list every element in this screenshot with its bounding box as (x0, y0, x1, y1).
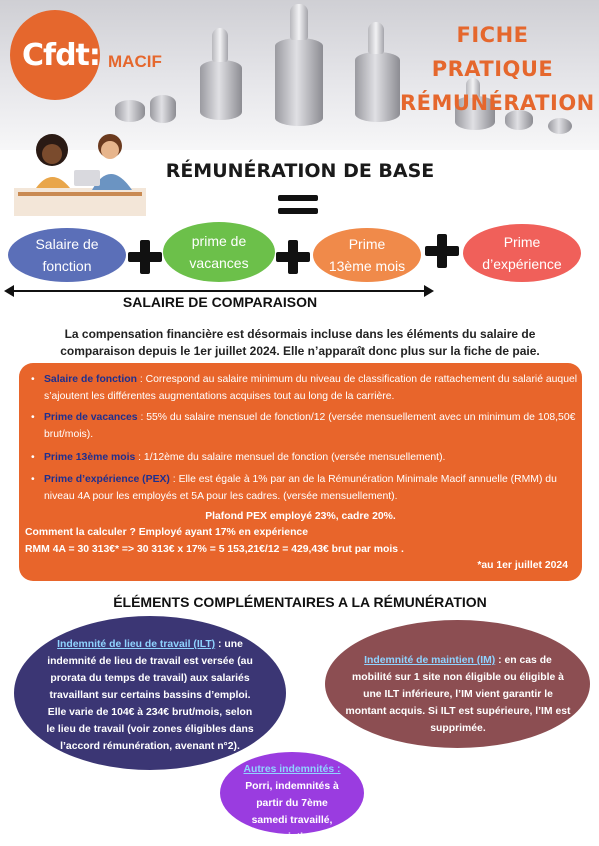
bubble-label: prime de vacances (189, 233, 249, 271)
comparison-salary-label: SALAIRE DE COMPARAISON (122, 294, 318, 310)
detail-term: Prime d’expérience (PEX) (44, 474, 170, 485)
detail-text: : 1/12ème du salaire mensuel de fonction (versée mensuellement). (135, 452, 446, 463)
ilt-text: : une indemnité de lieu de travail est versée (au prorata du temps de travail) aux salariés travaillant sur certains bassins d’emploi. Elle varie de 104€ à 234€ brut/mois, selon le lieu de travail (voir zones éligibles dans l’accord rémunération, avenant n°2). (46, 639, 254, 752)
detail-text: : Elle est égale à 1% par an de la Rémunération Minimale Macif annuelle (RMM) du niveau 4A pour les employés et 5A pour les cadres. (versée mensuellement). (44, 474, 557, 502)
detail-item (31, 449, 580, 466)
document-title (400, 18, 595, 120)
document-title-line1: FICHE PRATIQUE (431, 23, 554, 81)
coin-stack-decoration (355, 52, 400, 122)
logo-cfdt-text: Cfdt: (22, 38, 100, 73)
im-text-block (343, 652, 573, 737)
im-circle (325, 620, 590, 748)
autres-circle (220, 752, 364, 843)
equals-icon (278, 195, 318, 217)
coin-stack-decoration (115, 100, 145, 122)
im-term: Indemnité de maintien (IM) (364, 655, 496, 666)
detail-term: Prime de vacances (44, 412, 138, 423)
figurine-decoration (290, 4, 308, 40)
im-text: : en cas de mobilité sur 1 site non éligible ou éligible à une ILT inférieure, l’IM vient garantir le montant acquis. Si ILT est supérieure, l’IM est supprimée. (345, 655, 571, 734)
detail-term: Salaire de fonction (44, 374, 137, 385)
calc-question: Comment la calculer ? Employé ayant 17% en expérience (25, 527, 308, 538)
figurine-decoration (212, 28, 228, 62)
bubble-prime-experience (463, 224, 581, 282)
logo-macif-text: MACIF (108, 52, 162, 71)
coin-stack-decoration (150, 95, 176, 123)
autres-text-block (238, 761, 346, 846)
pex-cap: Plafond PEX employé 23%, cadre 20%. (205, 511, 396, 522)
footnote: *au 1er juillet 2024 (477, 560, 568, 571)
detail-item (31, 409, 580, 443)
calc-formula: RMM 4A = 30 313€* => 30 313€ x 17% = 5 153,21€/12 = 429,43€ brut par mois . (25, 544, 404, 555)
coin-stack-decoration (548, 118, 572, 134)
plus-icon (128, 240, 162, 274)
bubble-label: Prime 13ème mois (328, 236, 406, 274)
complementary-title: ÉLÉMENTS COMPLÉMENTAIRES A LA RÉMUNÉRATION (113, 594, 487, 610)
details-panel (19, 363, 582, 581)
arrow-right-icon (424, 285, 434, 297)
detail-text: : 55% du salaire mensuel de fonction/12 (versée mensuellement avec un minimum de 108,50€ brut/mois). (44, 412, 576, 440)
bubble-label: Prime d’expérience (482, 234, 562, 272)
detail-term: Prime 13ème mois (44, 452, 136, 463)
base-pay-title: RÉMUNÉRATION DE BASE (165, 160, 435, 182)
ilt-circle (14, 616, 286, 770)
people-illustration (14, 128, 146, 216)
bubble-prime-13eme (313, 228, 421, 282)
plus-icon (276, 240, 310, 274)
figurine-decoration (368, 22, 384, 54)
coin-stack-decoration (200, 60, 242, 120)
arrow-left-icon (4, 285, 14, 297)
autres-text: Porri, indemnités à partir du 7ème samedi travaillé, dissociation…. (245, 781, 339, 843)
ilt-term: Indemnité de lieu de travail (ILT) (57, 639, 216, 650)
bubble-prime-vacances (163, 222, 275, 282)
plus-icon (425, 234, 459, 268)
bubble-salaire-fonction (8, 228, 126, 282)
bubble-label: Salaire de fonction (35, 236, 99, 274)
autres-term: Autres indemnités : (243, 764, 341, 775)
comparison-arrow (8, 290, 428, 292)
intro-text: La compensation financière est désormais incluse dans les éléments du salaire de comparaison depuis le 1er juillet 2024. Elle n’apparaît donc plus sur la fiche de paie. (60, 327, 540, 358)
detail-item (31, 471, 580, 505)
document-title-line2: RÉMUNÉRATION (400, 91, 595, 115)
detail-text: : Correspond au salaire minimum du niveau de classification de rattachement du salarié auquel s’ajoutent les différentes augmentations acquises tout au long de la carrière. (44, 374, 578, 402)
ilt-text-block (46, 636, 254, 755)
detail-item (31, 371, 580, 405)
coin-stack-decoration (275, 38, 323, 126)
